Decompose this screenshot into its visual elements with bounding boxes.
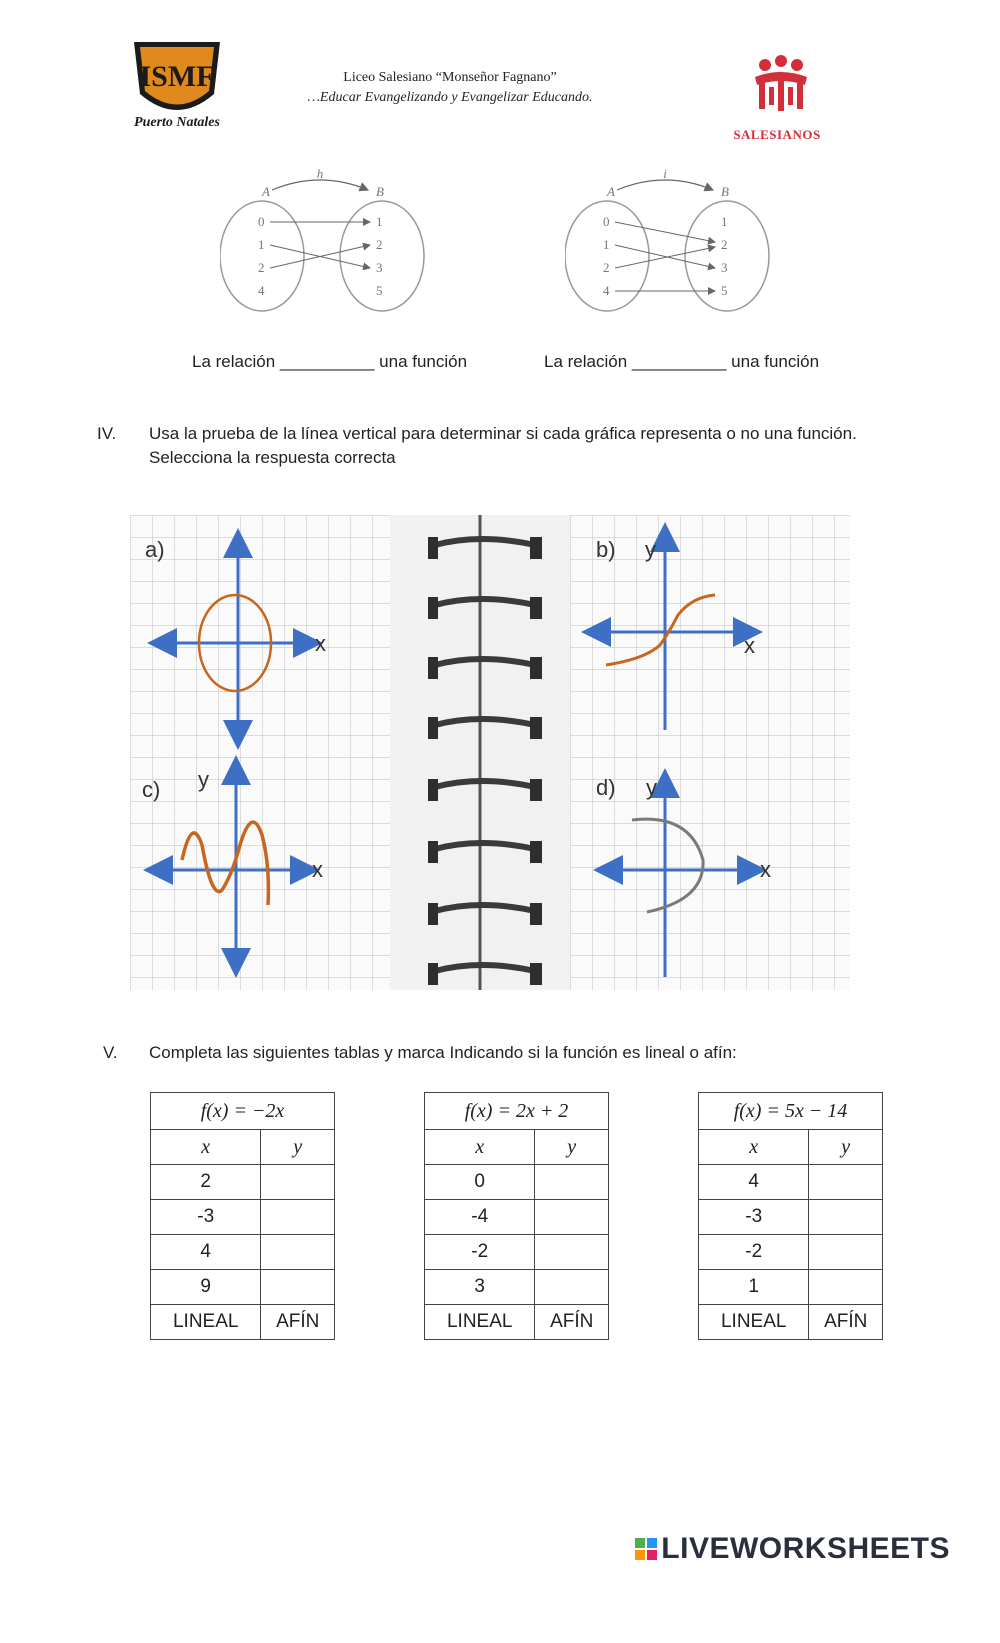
function-formula: f(x) = 5x − 14 xyxy=(699,1093,883,1130)
section-iv-number: IV. xyxy=(97,424,117,443)
x-value: 4 xyxy=(699,1165,809,1200)
section-v-number: V. xyxy=(103,1043,118,1062)
school-name: Liceo Salesiano “Monseñor Fagnano” xyxy=(343,70,557,85)
option-lineal[interactable]: LINEAL xyxy=(699,1305,809,1340)
set-b-element: 2 xyxy=(376,237,383,252)
x-value: -3 xyxy=(151,1200,261,1235)
y-answer-cell[interactable] xyxy=(535,1200,609,1235)
liveworksheets-brand: LIVEWORKSHEETS xyxy=(661,1532,950,1565)
y-answer-cell[interactable] xyxy=(261,1200,335,1235)
set-a-label: A xyxy=(607,184,615,199)
x-value: 0 xyxy=(425,1165,535,1200)
liveworksheets-logo xyxy=(635,1532,950,1566)
set-a-element: 1 xyxy=(603,237,610,252)
x-value: -3 xyxy=(699,1200,809,1235)
set-b-label: B xyxy=(376,184,384,199)
x-axis-label: x xyxy=(312,857,323,882)
function-formula: f(x) = 2x + 2 xyxy=(425,1093,609,1130)
set-a-element: 4 xyxy=(603,283,610,298)
x-value: -2 xyxy=(699,1235,809,1270)
set-a-label: A xyxy=(262,184,270,199)
section-v-instructions: Completa las siguientes tablas y marca Indicando si la función es lineal o afín: xyxy=(149,1043,737,1062)
option-lineal[interactable]: LINEAL xyxy=(425,1305,535,1340)
y-axis-label: y xyxy=(645,537,656,562)
y-axis-label: y xyxy=(198,767,209,792)
school-logo xyxy=(122,34,232,134)
y-axis-label: y xyxy=(646,775,657,800)
set-b-element: 3 xyxy=(376,260,383,275)
relation-statement-h: La relación __________ una función xyxy=(192,352,468,371)
y-answer-cell[interactable] xyxy=(261,1235,335,1270)
set-a-element: 2 xyxy=(258,260,265,275)
graph-label: c) xyxy=(142,777,161,802)
arrow-diagram-i xyxy=(565,168,795,328)
logo-monogram: ISMF xyxy=(139,60,215,93)
x-axis-label: x xyxy=(760,857,771,882)
set-b-label: B xyxy=(721,184,729,199)
graph-label: a) xyxy=(145,537,165,562)
set-b-element: 5 xyxy=(376,283,383,298)
set-b-element: 3 xyxy=(721,260,728,275)
y-column-header: y xyxy=(535,1130,609,1165)
function-table-1 xyxy=(150,1092,335,1340)
x-value: 4 xyxy=(151,1235,261,1270)
option-lineal[interactable]: LINEAL xyxy=(151,1305,261,1340)
y-answer-cell[interactable] xyxy=(809,1165,883,1200)
salesianos-logo xyxy=(725,55,835,165)
x-column-header: x xyxy=(151,1130,261,1165)
relation-statement-i: La relación __________ una función xyxy=(544,352,820,371)
y-answer-cell[interactable] xyxy=(261,1165,335,1200)
x-value: 3 xyxy=(425,1270,535,1305)
y-answer-cell[interactable] xyxy=(809,1200,883,1235)
option-afin[interactable]: AFÍN xyxy=(535,1305,609,1340)
graph-label: b) xyxy=(596,537,616,562)
y-answer-cell[interactable] xyxy=(809,1270,883,1305)
diagram-function-name: h xyxy=(316,168,324,181)
y-answer-cell[interactable] xyxy=(535,1270,609,1305)
x-value: 1 xyxy=(699,1270,809,1305)
salesianos-logo-text: SALESIANOS xyxy=(733,127,821,142)
option-afin[interactable]: AFÍN xyxy=(809,1305,883,1340)
arrow-diagram-h xyxy=(220,168,450,328)
set-a-element: 1 xyxy=(258,237,265,252)
set-a-element: 4 xyxy=(258,283,265,298)
x-axis-label: x xyxy=(744,633,755,658)
y-column-header: y xyxy=(261,1130,335,1165)
x-column-header: x xyxy=(699,1130,809,1165)
school-motto: …Educar Evangelizando y Evangelizar Educando. xyxy=(307,90,593,105)
set-b-element: 1 xyxy=(721,214,728,229)
diagram-function-name: i xyxy=(663,168,667,181)
set-a-element: 0 xyxy=(603,214,610,229)
set-a-element: 0 xyxy=(258,214,265,229)
x-value: 2 xyxy=(151,1165,261,1200)
set-a-element: 2 xyxy=(603,260,610,275)
set-b-element: 1 xyxy=(376,214,383,229)
function-table-2 xyxy=(424,1092,609,1340)
set-b-element: 2 xyxy=(721,237,728,252)
y-answer-cell[interactable] xyxy=(535,1165,609,1200)
x-column-header: x xyxy=(425,1130,535,1165)
y-column-header: y xyxy=(809,1130,883,1165)
option-afin[interactable]: AFÍN xyxy=(261,1305,335,1340)
x-axis-label: x xyxy=(315,631,326,656)
section-iv-instructions: Usa la prueba de la línea vertical para determinar si cada gráfica representa o no una función. Selecciona la respuesta correcta xyxy=(149,424,857,467)
function-formula: f(x) = −2x xyxy=(151,1093,335,1130)
y-answer-cell[interactable] xyxy=(809,1235,883,1270)
y-answer-cell[interactable] xyxy=(535,1235,609,1270)
function-table-3 xyxy=(698,1092,883,1340)
y-answer-cell[interactable] xyxy=(261,1270,335,1305)
x-value: 9 xyxy=(151,1270,261,1305)
logo-caption: Puerto Natales xyxy=(134,115,220,130)
graph-label: d) xyxy=(596,775,616,800)
notebook-graphs xyxy=(130,515,850,990)
x-value: -4 xyxy=(425,1200,535,1235)
x-value: -2 xyxy=(425,1235,535,1270)
set-b-element: 5 xyxy=(721,283,728,298)
liveworksheets-icon xyxy=(635,1534,657,1556)
